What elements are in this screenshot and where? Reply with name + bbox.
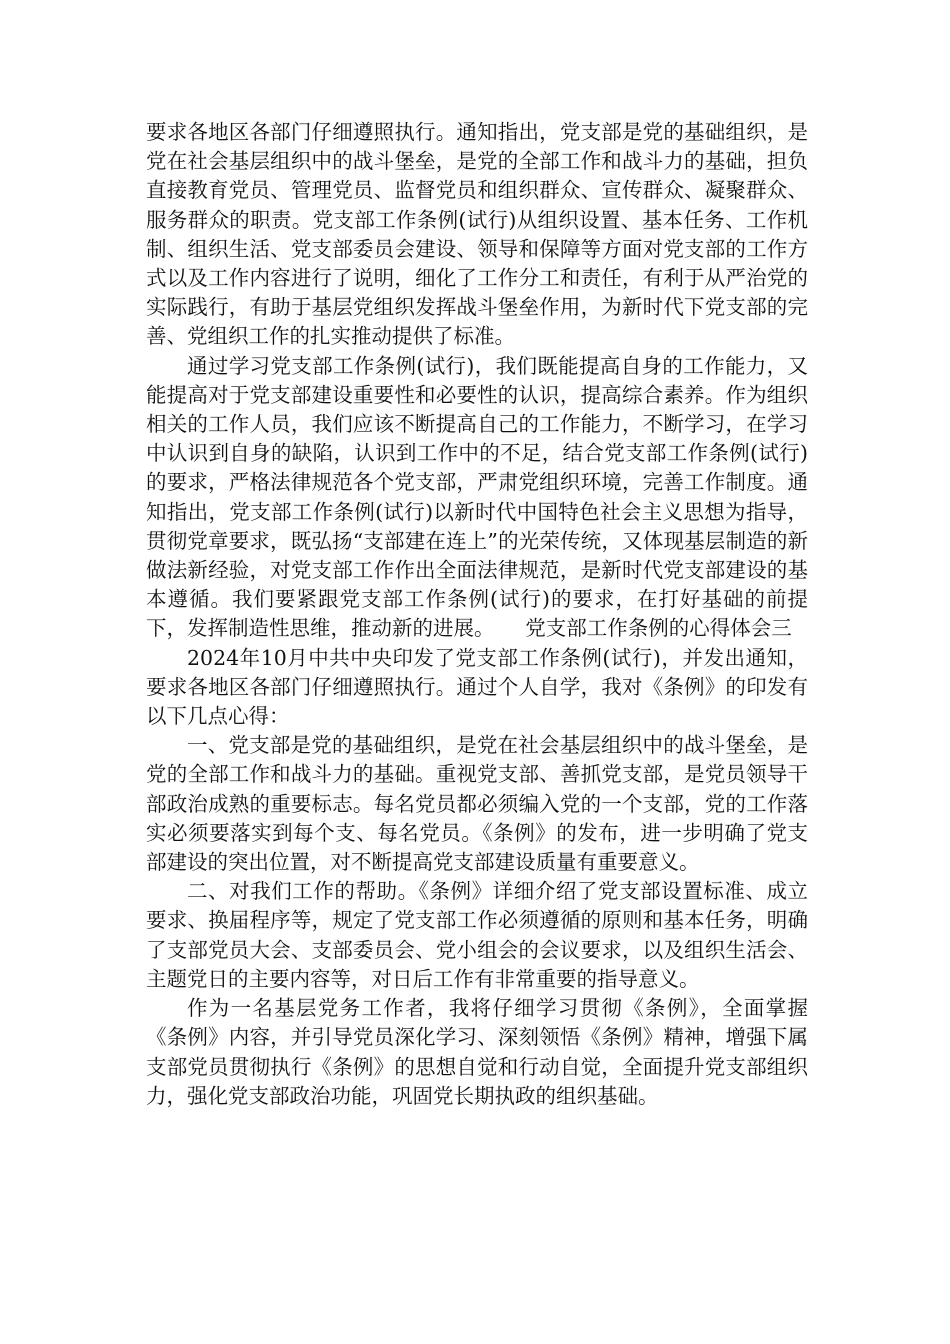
- paragraph-4: 一、党支部是党的基础组织，是党在社会基层组织中的战斗堡垒，是党的全部工作和战斗力的基础。重视党支部、善抓党支部，是党员领导干部政治成熟的重要标志。每名党员都必须编入党的一个支部，党的工作落实必须要落实到每个支、每名党员。《条例》的发布，进一步明确了党支部建设的突出位置，对不断提高党支部建设质量有重要意义。: [146, 733, 808, 875]
- paragraph-6: 作为一名基层党务工作者，我将仔细学习贯彻《条例》，全面掌握《条例》内容，并引导党员深化学习、深刻领悟《条例》精神，增强下属支部党员贯彻执行《条例》的思想自觉和行动自觉，全面提升党支部组织力，强化党支部政治功能，巩固党长期执政的组织基础。: [146, 996, 808, 1108]
- paragraph-3: 2024年10月中共中央印发了党支部工作条例(试行)，并发出通知，要求各地区各部门仔细遵照执行。通过个人自学，我对《条例》的印发有以下几点心得：: [146, 645, 808, 729]
- paragraph-1: 要求各地区各部门仔细遵照执行。通知指出，党支部是党的基础组织，是党在社会基层组织中的战斗堡垒，是党的全部工作和战斗力的基础，担负直接教育党员、管理党员、监督党员和组织群众、宣传群众、凝聚群众、服务群众的职责。党支部工作条例(试行)从组织设置、基本任务、工作机制、组织生活、党支部委员会建设、领导和保障等方面对党支部的工作方式以及工作内容进行了说明，细化了工作分工和责任，有利于从严治党的实际践行，有助于基层党组织发挥战斗堡垒作用，为新时代下党支部的完善、党组织工作的扎实推动提供了标准。: [146, 120, 808, 349]
- paragraph-2: 通过学习党支部工作条例(试行)，我们既能提高自身的工作能力，又能提高对于党支部建设重要性和必要性的认识，提高综合素养。作为组织相关的工作人员，我们应该不断提高自己的工作能力，不断学习，在学习中认识到自身的缺陷，认识到工作中的不足，结合党支部工作条例(试行)的要求，严格法律规范各个党支部，严肃党组织环境，完善工作制度。通知指出，党支部工作条例(试行)以新时代中国特色社会主义思想为指导，贯彻党章要求，既弘扬“支部建在连上”的光荣传统，又体现基层制造的新做法新经验，对党支部工作作出全面法律规范，是新时代党支部建设的基本遵循。我们要紧跟党支部工作条例(试行)的要求，在打好基础的前提下，发挥制造性思维，推动新的进展。 党支部工作条例的心得体会三: [146, 353, 808, 641]
- document-page: [146, 118, 808, 1111]
- paragraph-5: 二、对我们工作的帮助。《条例》详细介绍了党支部设置标准、成立要求、换届程序等，规定了党支部工作必须遵循的原则和基本任务，明确了支部党员大会、支部委员会、党小组会的会议要求，以及组织生活会、主题党日的主要内容等，对日后工作有非常重要的指导意义。: [146, 879, 808, 991]
